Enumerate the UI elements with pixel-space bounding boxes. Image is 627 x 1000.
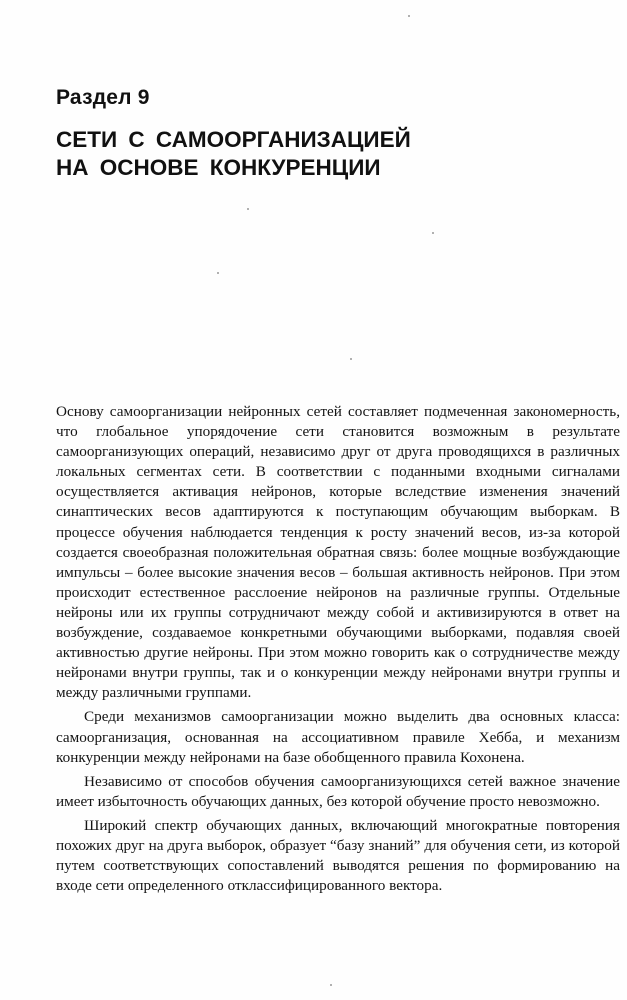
scan-speck xyxy=(247,208,249,210)
section-label: Раздел 9 xyxy=(56,86,150,109)
scan-speck xyxy=(432,232,434,234)
paragraph-4: Широкий спектр обучающих данных, включающий многократные повторения похожих друг на друга выборок, образует “базу знаний” для обучения сети, из которой путем соответствующих сопоставлений выводятся решения по формированию на входе сети определенного отклассифицированного вектора. xyxy=(56,816,620,895)
chapter-title-line-2: НА ОСНОВЕ КОНКУРЕНЦИИ xyxy=(56,155,381,180)
scan-speck xyxy=(217,272,219,274)
paragraph-3: Независимо от способов обучения самоорганизующихся сетей важное значение имеет избыточность обучающих данных, без которой обучение просто невозможно. xyxy=(56,772,620,810)
scan-speck xyxy=(330,984,332,986)
paragraph-2: Среди механизмов самоорганизации можно выделить два основных класса: самоорганизация, основанная на ассоциативном правиле Хебба, и механизм конкуренции между нейронами на базе обобщенного правила Кохонена. xyxy=(56,708,620,766)
paragraph-1: Основу самоорганизации нейронных сетей составляет подмеченная закономерность, что глобальное упорядочение сети становится возможным в результате самоорганизующих операций, независимо друг от друга проводящихся в различных локальных сегментах сети. В соответствии с поданными входными сигналами осуществляется активация нейронов, которые вследствие изменения значений синаптических весов адаптируются к поступающим обучающим выборкам. В процессе обучения наблюдается тенденция к росту значений весов, из-за которой создается своеобразная положительная обратная связь: более мощные возбуждающие импульсы – более высокие значения весов – большая активность нейронов. При этом происходит естественное расслоение нейронов на различные группы. Отдельные нейроны или их группы сотрудничают между собой и активизируются в ответ на возбуждение, создаваемое конкретными обучающими выборками, подавляя своей активностью другие нейроны. При этом можно говорить как о сотрудничестве между нейронами внутри группы, так и о конкуренции между нейронами внутри группы и между различными группами. xyxy=(56,403,620,702)
body-text xyxy=(56,402,620,896)
scan-speck xyxy=(408,15,410,17)
chapter-title-line-1: СЕТИ С САМООРГАНИЗАЦИЕЙ xyxy=(56,127,411,152)
chapter-title xyxy=(56,126,576,182)
scan-speck xyxy=(350,358,352,360)
